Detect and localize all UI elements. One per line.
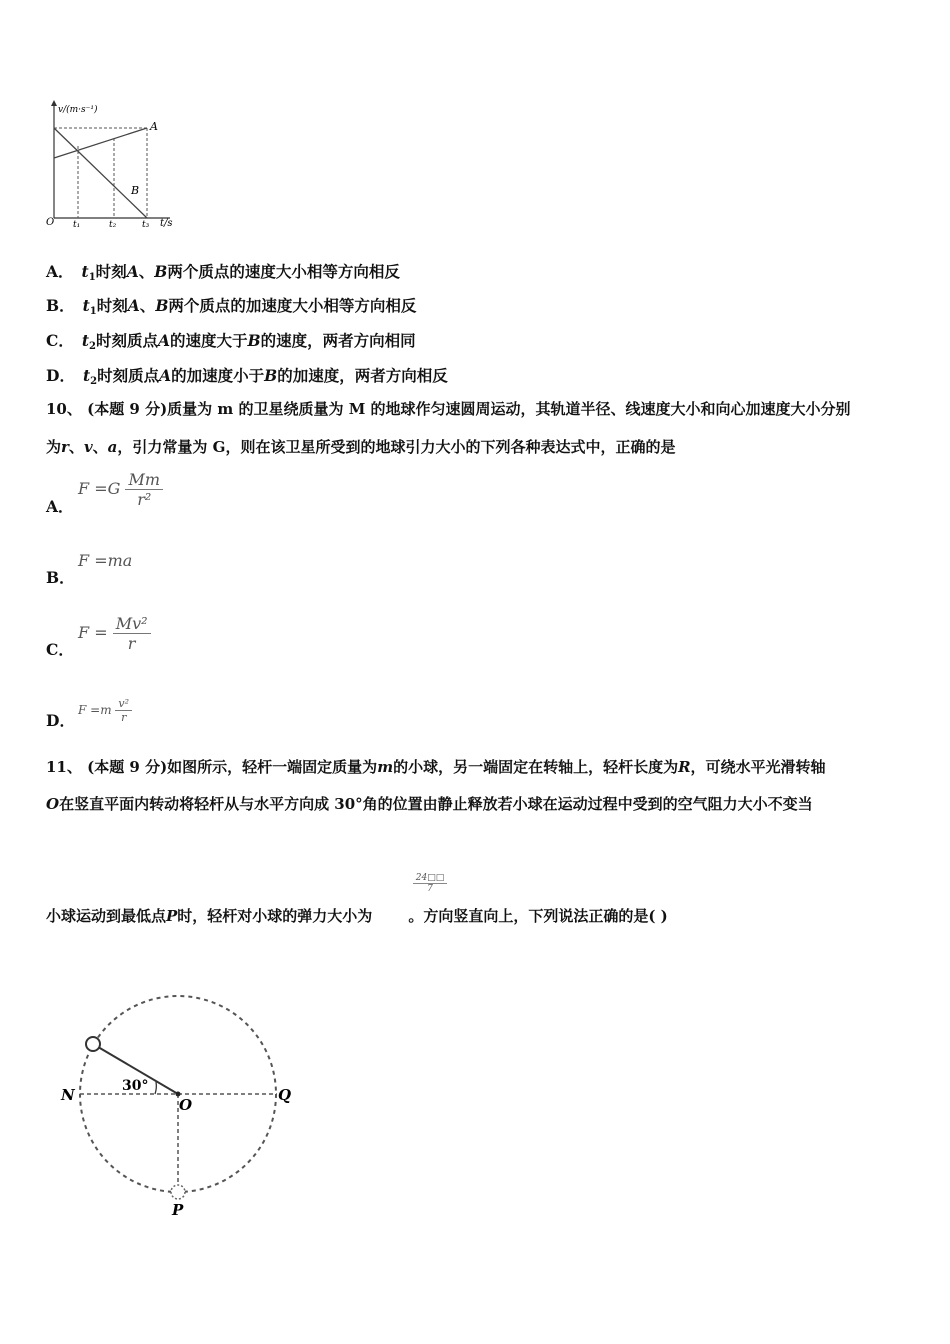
q11-line-3: 小球运动到最低点P时，轻杆对小球的弹力大小为 。方向竖直向上，下列说法正确的是( ) xyxy=(46,907,668,925)
q9-option-b[interactable]: B． $t_1$时刻A、B两个质点的加速度大小相等方向相反 xyxy=(46,296,417,317)
line-b-label: B xyxy=(131,184,140,197)
tick-t2: t₂ xyxy=(109,220,117,230)
label-q: Q xyxy=(278,1086,292,1104)
velocity-time-graph xyxy=(44,98,184,230)
circle-diagram xyxy=(55,985,305,1217)
line-a xyxy=(54,128,147,158)
q9-option-d[interactable]: D． $t_2$时刻质点A的加速度小于B的加速度，两者方向相反 xyxy=(46,366,448,387)
q10-option-b[interactable]: B． xyxy=(46,568,75,587)
q10-option-c[interactable]: C． xyxy=(46,640,74,659)
q9-option-a[interactable]: A． $t_1$时刻A、B两个质点的速度大小相等方向相反 xyxy=(46,262,400,283)
q10-line-2: 为r、v、a，引力常量为 G，则在该卫星所受到的地球引力大小的下列各种表达式中，正确的是 xyxy=(46,438,676,456)
x-axis-label: t/s xyxy=(160,218,173,229)
tick-t3: t₃ xyxy=(142,220,150,230)
q10-formula-c: F = $\frac{\text{Mv²}}{r}$ xyxy=(78,614,151,653)
q10-formula-d: F =m $\frac{\text{v²}}{r}$ xyxy=(78,697,132,724)
line-a-label: A xyxy=(150,120,158,133)
label-p: P xyxy=(172,1201,184,1217)
label-n: N xyxy=(61,1086,75,1104)
tick-t1: t₁ xyxy=(73,220,81,230)
y-axis-label: v/(m·s⁻¹) xyxy=(58,105,98,115)
ball-lowest xyxy=(171,1185,185,1199)
origin-label: O xyxy=(46,217,55,228)
line-b xyxy=(54,128,147,218)
q10-formula-a: F =G $\frac{Mm}{\text{r²}}$ xyxy=(78,470,163,509)
q11-line-1: 11、 (本题 9 分)如图所示，轻杆一端固定质量为m的小球，另一端固定在转轴上，轻杆长度为R，可绕水平光滑转轴 xyxy=(46,758,826,776)
angle-arc xyxy=(155,1082,156,1094)
q9-option-c[interactable]: C． $t_2$时刻质点A的速度大于B的速度，两者方向相同 xyxy=(46,331,416,352)
q10-line-1: 10、 (本题 9 分)质量为 m 的卫星绕质量为 M 的地球作匀速圆周运动，其轨道半径、线速度大小和向心加速度大小分别 xyxy=(46,400,851,418)
q11-line-2: O在竖直平面内转动将轻杆从与水平方向成 30°角的位置由静止释放若小球在运动过程中受到的空气阻力大小不变当 xyxy=(46,795,813,813)
label-o: O xyxy=(179,1096,193,1114)
q10-formula-b: F =ma xyxy=(78,551,133,570)
y-axis-arrow xyxy=(51,100,57,106)
angle-label: 30° xyxy=(122,1078,149,1094)
ball-start xyxy=(86,1037,100,1051)
q11-fraction: 24□□ 7 xyxy=(413,873,447,894)
q10-option-d[interactable]: D． xyxy=(46,711,75,730)
q10-option-a[interactable]: A． xyxy=(46,497,74,516)
